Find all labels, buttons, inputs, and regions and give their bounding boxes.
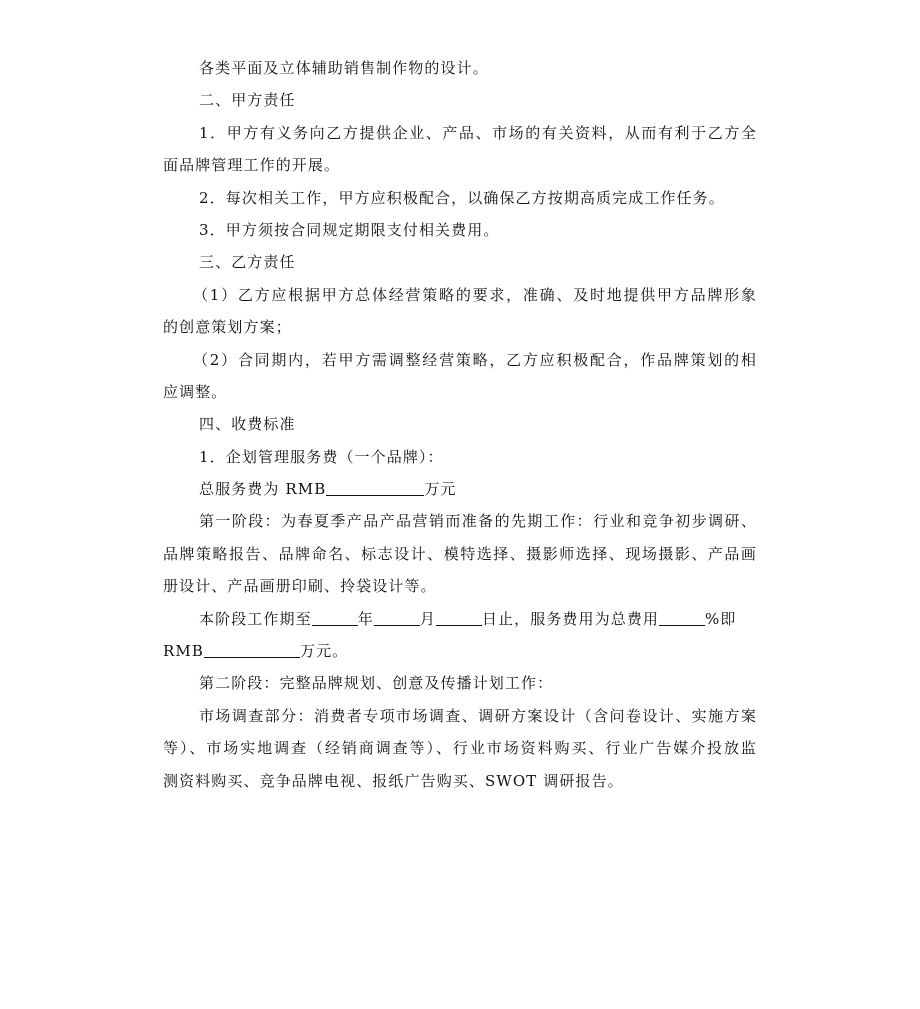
paragraph-line: （2）合同期内，若甲方需调整经营策略，乙方应积极配合，作品牌策划的相 [193, 350, 757, 369]
year-label: 年 [357, 609, 374, 628]
total-fee-unit: 万元 [424, 480, 457, 499]
paragraph-line: 2．每次相关工作，甲方应积极配合，以确保乙方按期高质完成工作任务。 [199, 188, 725, 207]
paragraph-line: 的创意策划方案； [163, 318, 292, 337]
total-fee-line [163, 473, 757, 505]
phase-period-line [163, 603, 757, 635]
document-page [163, 52, 757, 797]
rmb-label: RMB [163, 642, 204, 661]
paragraph-line: 第一阶段：为春夏季产品产品营销而准备的先期工作：行业和竞争初步调研、 [199, 512, 757, 531]
paragraph-line: 品牌策略报告、品牌命名、标志设计、模特选择、摄影师选择、现场摄影、产品画 [163, 544, 757, 563]
paragraph-line: 各类平面及立体辅助销售制作物的设计。 [199, 59, 489, 77]
month-blank [374, 610, 420, 626]
total-fee-label: 总服务费为 RMB [199, 480, 327, 499]
paragraph-line: 面品牌管理工作的开展。 [163, 156, 341, 175]
paragraph-line: 等）、市场实地调查（经销商调查等）、行业市场资料购买、行业广告媒介投放监 [163, 739, 757, 758]
phase-amount-line [163, 635, 757, 667]
period-label: 本阶段工作期至 [199, 609, 312, 628]
paragraph-line: （1）乙方应根据甲方总体经营策略的要求，准确、及时地提供甲方品牌形象 [193, 285, 757, 304]
paragraph-line: 第二阶段：完整品牌规划、创意及传播计划工作： [199, 674, 554, 693]
section-heading-party-b: 三、乙方责任 [199, 253, 296, 272]
percent-blank [659, 610, 705, 626]
amount-unit: 万元。 [299, 642, 349, 661]
section-heading-party-a: 二、甲方责任 [199, 91, 296, 110]
month-label: 月 [419, 609, 436, 628]
fee-share-label: 日止，服务费用为总费用 [481, 609, 660, 628]
total-fee-blank [326, 480, 424, 496]
percent-label: %即 [705, 609, 737, 628]
paragraph-line: 1．甲方有义务向乙方提供企业、产品、市场的有关资料，从而有利于乙方全 [199, 123, 757, 142]
paragraph-line: 应调整。 [163, 382, 228, 401]
paragraph-line: 市场调查部分：消费者专项市场调查、调研方案设计（含问卷设计、实施方案 [199, 706, 757, 725]
section-heading-fees: 四、收费标准 [199, 415, 296, 434]
year-blank [312, 610, 358, 626]
paragraph-line: 册设计、产品画册印刷、拎袋设计等。 [163, 577, 437, 596]
day-blank [436, 610, 482, 626]
paragraph-line: 1．企划管理服务费（一个品牌）： [199, 447, 444, 466]
paragraph-line: 测资料购买、竞争品牌电视、报纸广告购买、SWOT 调研报告。 [163, 771, 624, 790]
paragraph-line: 3．甲方须按合同规定期限支付相关费用。 [199, 220, 500, 239]
amount-blank [204, 642, 300, 658]
